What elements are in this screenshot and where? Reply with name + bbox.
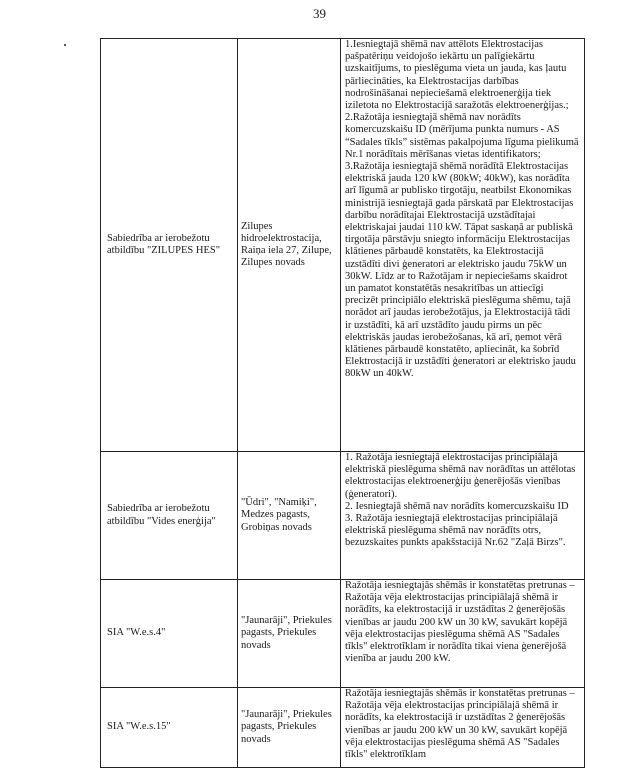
finding-item: 2. Iesniegtajā shēmā nav norādīts komercuzskaišu ID xyxy=(345,500,569,512)
location-cell: "Jaunarāji", Priekules pagasts, Priekules novads xyxy=(238,580,341,688)
organization-cell: Sabiedrība ar ierobežotu atbildību "ZILUPES HES" xyxy=(101,39,238,452)
location-cell: Zilupes hidroelektrostacija, Raiņa iela 27, Zilupe, Zilupes novads xyxy=(238,39,341,452)
findings-cell xyxy=(341,39,585,452)
findings-cell xyxy=(341,580,585,688)
organization-cell: SIA "W.e.s.4" xyxy=(101,580,238,688)
finding-item: Ražotāja iesniegtajās shēmās ir konstatētas pretrunas – Ražotāja vēja elektrostacijas principiālajā shēmā ir norādīts, ka elektrostacijā ir uzstādītas 2 ģenerējošās vienības ar jaudu 200 kW un 30 kW, savukārt kopējā vēja elektrostacijas pieslēguma shēmā AS "Sadales tīkls" elektrotīklam ir norādīta tikai viena ģenerējošā vienība ar jaudu 200 kW. xyxy=(345,580,575,665)
location-cell: "Ūdri", "Namiķi", Medzes pagasts, Grobiņas novads xyxy=(238,452,341,580)
findings-cell xyxy=(341,452,585,580)
table-row xyxy=(101,39,585,452)
location-cell: "Jaunarāji", Priekules pagasts, Priekules novads xyxy=(238,688,341,768)
findings-cell xyxy=(341,688,585,768)
table-row xyxy=(101,688,585,768)
table-row xyxy=(101,580,585,688)
findings-table xyxy=(100,38,585,768)
finding-item: Ražotāja iesniegtajās shēmās ir konstatētas pretrunas – Ražotāja vēja elektrostacijas principiālajā shēmā ir norādīts, ka elektrostacijā ir uzstādītas 2 ģenerējošās vienības ar jaudu 200 kW un 30 kW, savukārt kopējā vēja elektrostacijas pieslēguma shēmā AS "Sadales tīkls" elektrotīklam xyxy=(345,688,575,761)
finding-item: 2.Ražotāja iesniegtajā shēmā nav norādīts komercuzskaišu ID (mērījuma punkta numurs - AS “Sadales tīkls” sistēmas pakalpojuma līguma pielikumā Nr.1 norādītais mērīšanas vietas identifikators; xyxy=(345,112,579,160)
organization-cell: Sabiedrība ar ierobežotu atbildību "Vides enerģija" xyxy=(101,452,238,580)
finding-item: 1. Ražotāja iesniegtajā elektrostacijas principiālajā elektriskā pieslēguma shēmā nav norādītas un attēlotas elektrostacijas elektroenerģiju ģenerējošās vienības (ģeneratori). xyxy=(345,452,576,500)
page-number: 39 xyxy=(313,6,326,21)
finding-item: 3.Ražotāja iesniegtajā shēmā norādītā Elektrostacijas elektriskā jauda 120 kW (80kW; 40kW), kas norādīta arī līgumā ar publisko tirgotāju, neatbilst Ekonomikas ministrijā iesniegtajā gada pārskatā par Elektrostacijas darbību norādītajai Elektrostacijā uzstādītajai elektriskajai jaudai 110 kW. Tāpat saskaņā ar publiskā tirgotāja pārstāvju sniegto informāciju Elektrostacijas klātienes pārbaudē konstatēts, ka Elektrostacijā uzstādīti divi ģeneratori ar elektrisko jaudu 75kW un 30kW. Līdz ar to Ražotājam ir nepieciešams skaidrot un pamatot konstatētās nesakritības un attiecīgi precizēt principiālo elektriskā pieslēguma shēmu, tajā norādot arī jaudas ierobežotājus, ja Elektrostacijā tādi ir uzstādīti, kā arī uzstādīto jaudu pirms un pēc elektriskās jaudas ierobežošanas, kā arī, ņemot vērā klātienes pārbaudē konstatēto, apliecināt, ka šobrīd Elektrostacijā ir uzstādīti ģeneratori ar elektrisko jaudu 80kW un 40kW. xyxy=(345,161,576,380)
margin-mark xyxy=(64,44,66,46)
table-row xyxy=(101,452,585,580)
finding-item: 1.Iesniegtajā shēmā nav attēlots Elektrostacijas pašpatēriņu veidojošo iekārtu un palīgiekārtu uzskaitījums, to pieslēguma vieta un jauda, kas ļautu pārliecināties, ka Elektrostacijas darbības nodrošināšanai nepieciešamā elektroenerģija tiek iziletota no Elektrostacijā saražotās elektroenerģijas.; xyxy=(345,39,569,112)
organization-cell: SIA "W.e.s.15" xyxy=(101,688,238,768)
finding-item: 3. Ražotāja iesniegtajā elektrostacijas principiālajā elektriskā pieslēguma shēmā nav norādīts otrs, bezuzskaites punkts apakšstacijā Nr.62 "Zaļā Birzs". xyxy=(345,513,566,549)
